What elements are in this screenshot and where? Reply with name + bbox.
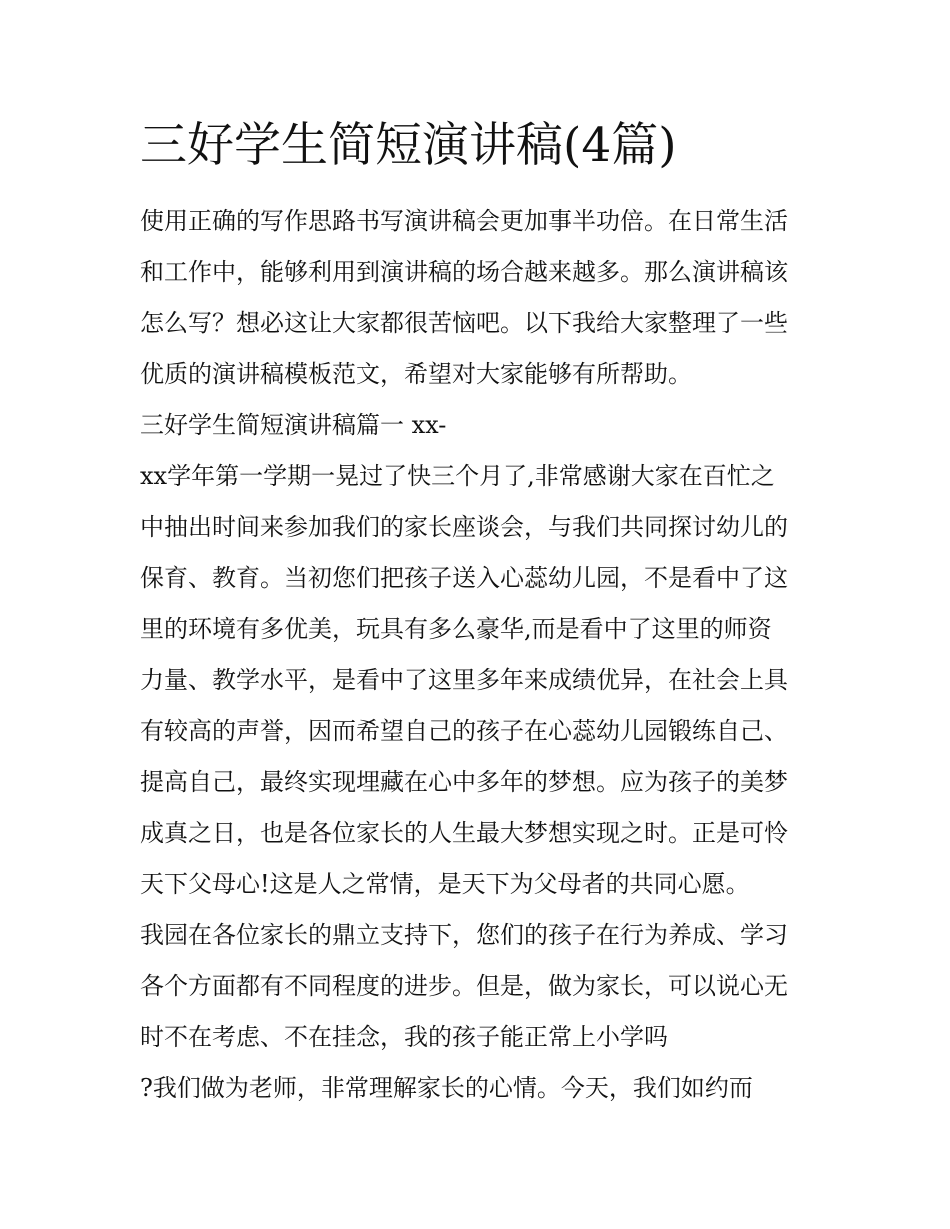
body-line: 中抽出时间来参加我们的家长座谈会，与我们共同探讨幼儿的: [140, 513, 788, 541]
body-line: 天下父母心!这是人之常情，是天下为父母者的共同心愿。: [140, 870, 750, 898]
body-line: xx学年第一学期一晃过了快三个月了,非常感谢大家在百忙之: [140, 462, 775, 490]
body-line: 怎么写？想必这让大家都很苦恼吧。以下我给大家整理了一些: [140, 309, 788, 337]
body-line: 保育、教育。当初您们把孩子送入心蕊幼儿园，不是看中了这: [140, 564, 788, 592]
body-line: 和工作中，能够利用到演讲稿的场合越来越多。那么演讲稿该: [140, 258, 788, 286]
body-line: 力量、教学水平，是看中了这里多年来成绩优异，在社会上具: [140, 666, 788, 694]
section-heading-line: 三好学生简短演讲稿篇一 xx-: [140, 411, 447, 439]
body-line: 有较高的声誉，因而希望自己的孩子在心蕊幼儿园锻练自己、: [140, 717, 788, 745]
body-line: 我园在各位家长的鼎立支持下，您们的孩子在行为养成、学习: [140, 921, 788, 949]
body-line: 优质的演讲稿模板范文，希望对大家能够有所帮助。: [140, 360, 692, 388]
body-line: ?我们做为老师，非常理解家长的心情。今天，我们如约而: [140, 1074, 753, 1102]
body-line: 使用正确的写作思路书写演讲稿会更加事半功倍。在日常生活: [140, 207, 788, 235]
body-line: 提高自己，最终实现埋藏在心中多年的梦想。应为孩子的美梦: [140, 768, 788, 796]
body-line: 时不在考虑、不在挂念，我的孩子能正常上小学吗: [140, 1023, 668, 1051]
body-line: 成真之日，也是各位家长的人生最大梦想实现之时。正是可怜: [140, 819, 788, 847]
document-title: 三好学生简短演讲稿(4篇): [140, 118, 677, 173]
body-line: 各个方面都有不同程度的进步。但是，做为家长，可以说心无: [140, 972, 788, 1000]
document-body: [140, 196, 820, 1114]
body-line: 里的环境有多优美，玩具有多么豪华,而是看中了这里的师资: [140, 615, 772, 643]
